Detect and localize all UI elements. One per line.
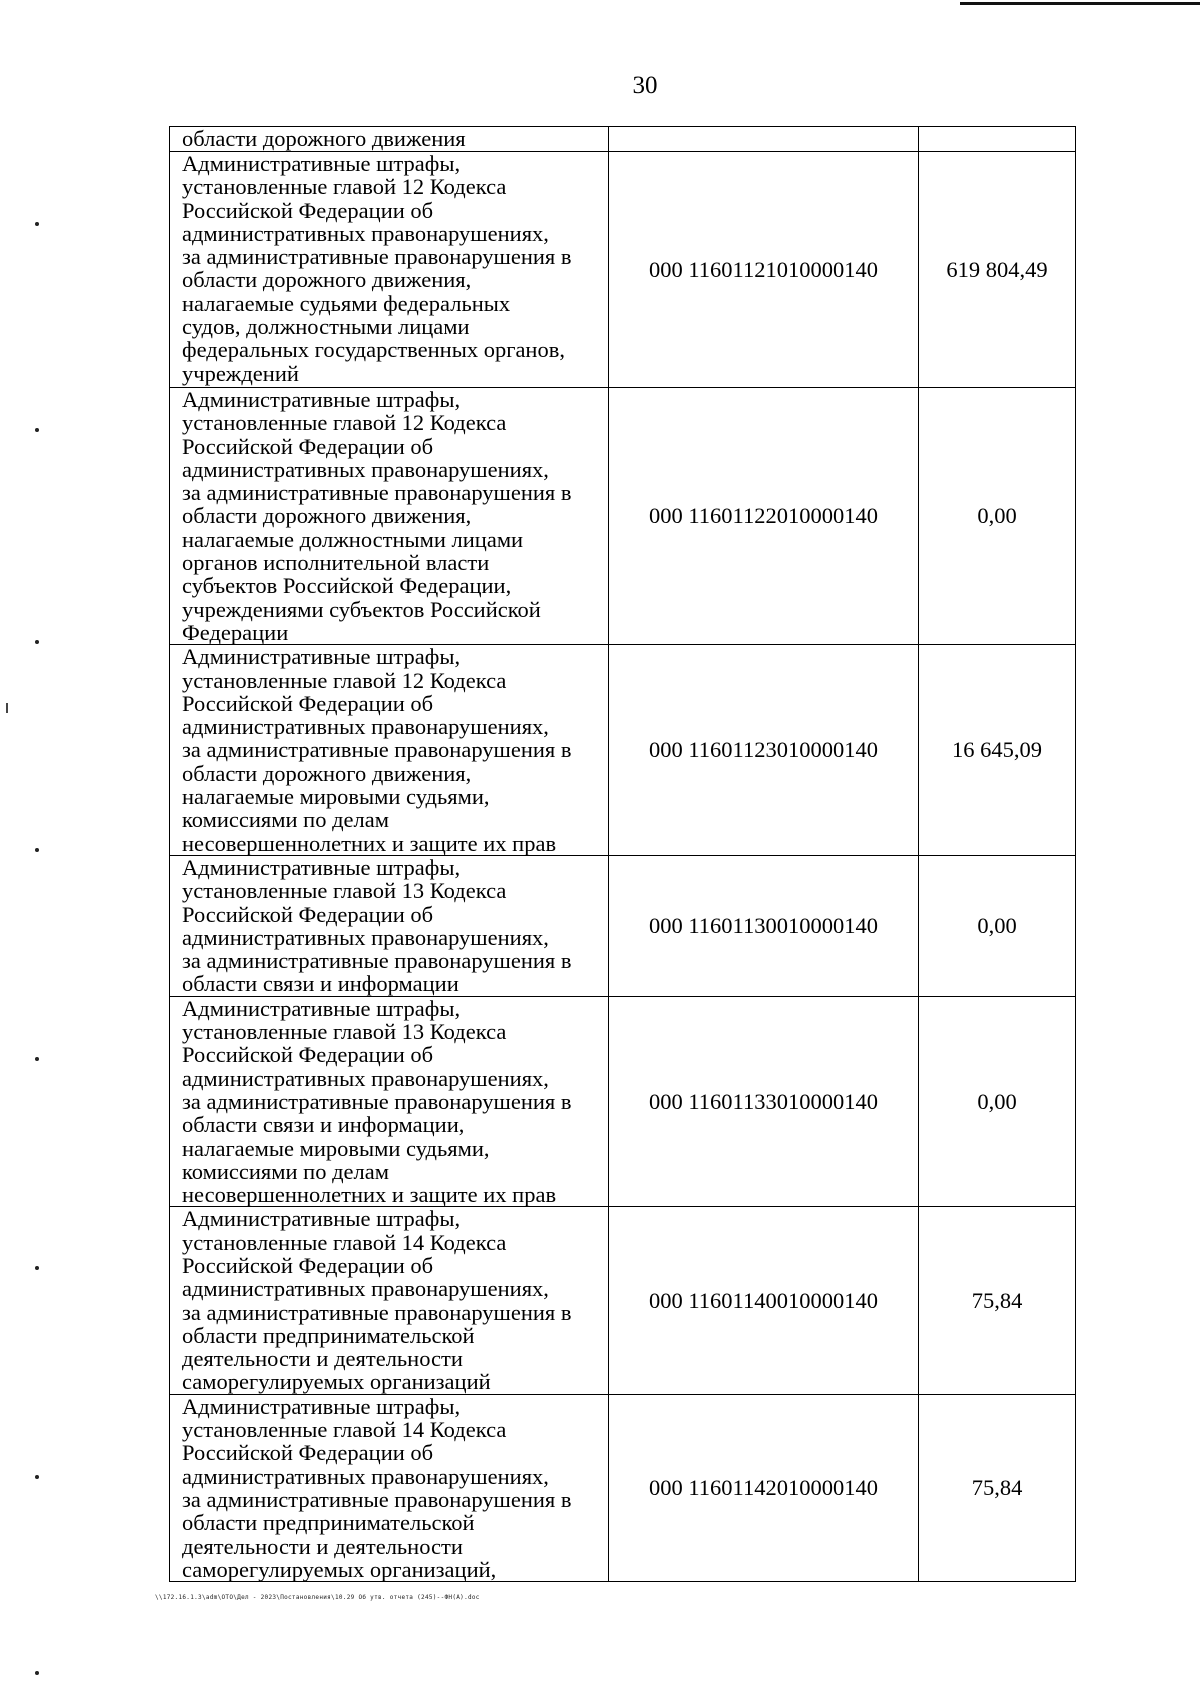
scan-mark [35, 848, 39, 852]
scan-mark [35, 222, 39, 226]
row-amount: 0,00 [919, 996, 1076, 1207]
row-description: области дорожного движения [170, 127, 609, 152]
row-amount: 75,84 [919, 1207, 1076, 1394]
table-row [170, 1394, 1076, 1581]
row-amount: 0,00 [919, 855, 1076, 996]
row-code: 000 11601142010000140 [609, 1394, 919, 1581]
table-row [170, 1207, 1076, 1394]
row-code: 000 11601123010000140 [609, 645, 919, 856]
table-row [170, 127, 1076, 152]
scan-mark [6, 703, 8, 713]
scan-mark [35, 640, 39, 644]
row-description: Административные штрафы, установленные главой 12 Кодекса Российской Федерации об административных правонарушениях, за административные правонарушения в области дорожного движения, налагаемые судьями федеральных судов, должностными лицами федеральных государственных органов, учреждений [170, 152, 609, 388]
page-number: 30 [632, 72, 658, 99]
row-amount [919, 127, 1076, 152]
table-row [170, 152, 1076, 388]
row-amount: 16 645,09 [919, 645, 1076, 856]
table-row [170, 855, 1076, 996]
row-code: 000 11601122010000140 [609, 388, 919, 645]
scan-mark [35, 1057, 39, 1061]
row-amount: 619 804,49 [919, 152, 1076, 388]
row-code: 000 11601140010000140 [609, 1207, 919, 1394]
row-description: Административные штрафы, установленные главой 12 Кодекса Российской Федерации об административных правонарушениях, за административные правонарушения в области дорожного движения, налагаемые мировыми судьями, комиссиями по делам несовершеннолетних и защите их прав [170, 645, 609, 856]
row-code: 000 11601121010000140 [609, 152, 919, 388]
row-description: Административные штрафы, установленные главой 14 Кодекса Российской Федерации об административных правонарушениях, за административные правонарушения в области предпринимательской деятельности и деятельности саморегулируемых организаций, [170, 1394, 609, 1581]
table-row [170, 996, 1076, 1207]
scan-mark [35, 1671, 39, 1675]
row-code [609, 127, 919, 152]
row-code: 000 11601130010000140 [609, 855, 919, 996]
row-description: Административные штрафы, установленные главой 14 Кодекса Российской Федерации об административных правонарушениях, за административные правонарушения в области предпринимательской деятельности и деятельности саморегулируемых организаций [170, 1207, 609, 1394]
revenue-table [169, 126, 1076, 1582]
scan-mark [35, 428, 39, 432]
scan-mark [35, 1475, 39, 1479]
scan-mark [35, 1266, 39, 1270]
footer-file-path: \\172.16.1.3\adm\OTO\Дел - 2023\Постановления\10.29 Об утв. отчета (245)--ФН(А).doc [155, 1594, 480, 1601]
row-description: Административные штрафы, установленные главой 13 Кодекса Российской Федерации об административных правонарушениях, за административные правонарушения в области связи и информации [170, 855, 609, 996]
row-description: Административные штрафы, установленные главой 12 Кодекса Российской Федерации об административных правонарушениях, за административные правонарушения в области дорожного движения, налагаемые должностными лицами органов исполнительной власти субъектов Российской Федерации, учреждениями субъектов Российской Федерации [170, 388, 609, 645]
row-code: 000 11601133010000140 [609, 996, 919, 1207]
table-row [170, 388, 1076, 645]
table-row [170, 645, 1076, 856]
top-rule [960, 2, 1200, 5]
row-amount: 75,84 [919, 1394, 1076, 1581]
row-description: Административные штрафы, установленные главой 13 Кодекса Российской Федерации об административных правонарушениях, за административные правонарушения в области связи и информации, налагаемые мировыми судьями, комиссиями по делам несовершеннолетних и защите их прав [170, 996, 609, 1207]
row-amount: 0,00 [919, 388, 1076, 645]
